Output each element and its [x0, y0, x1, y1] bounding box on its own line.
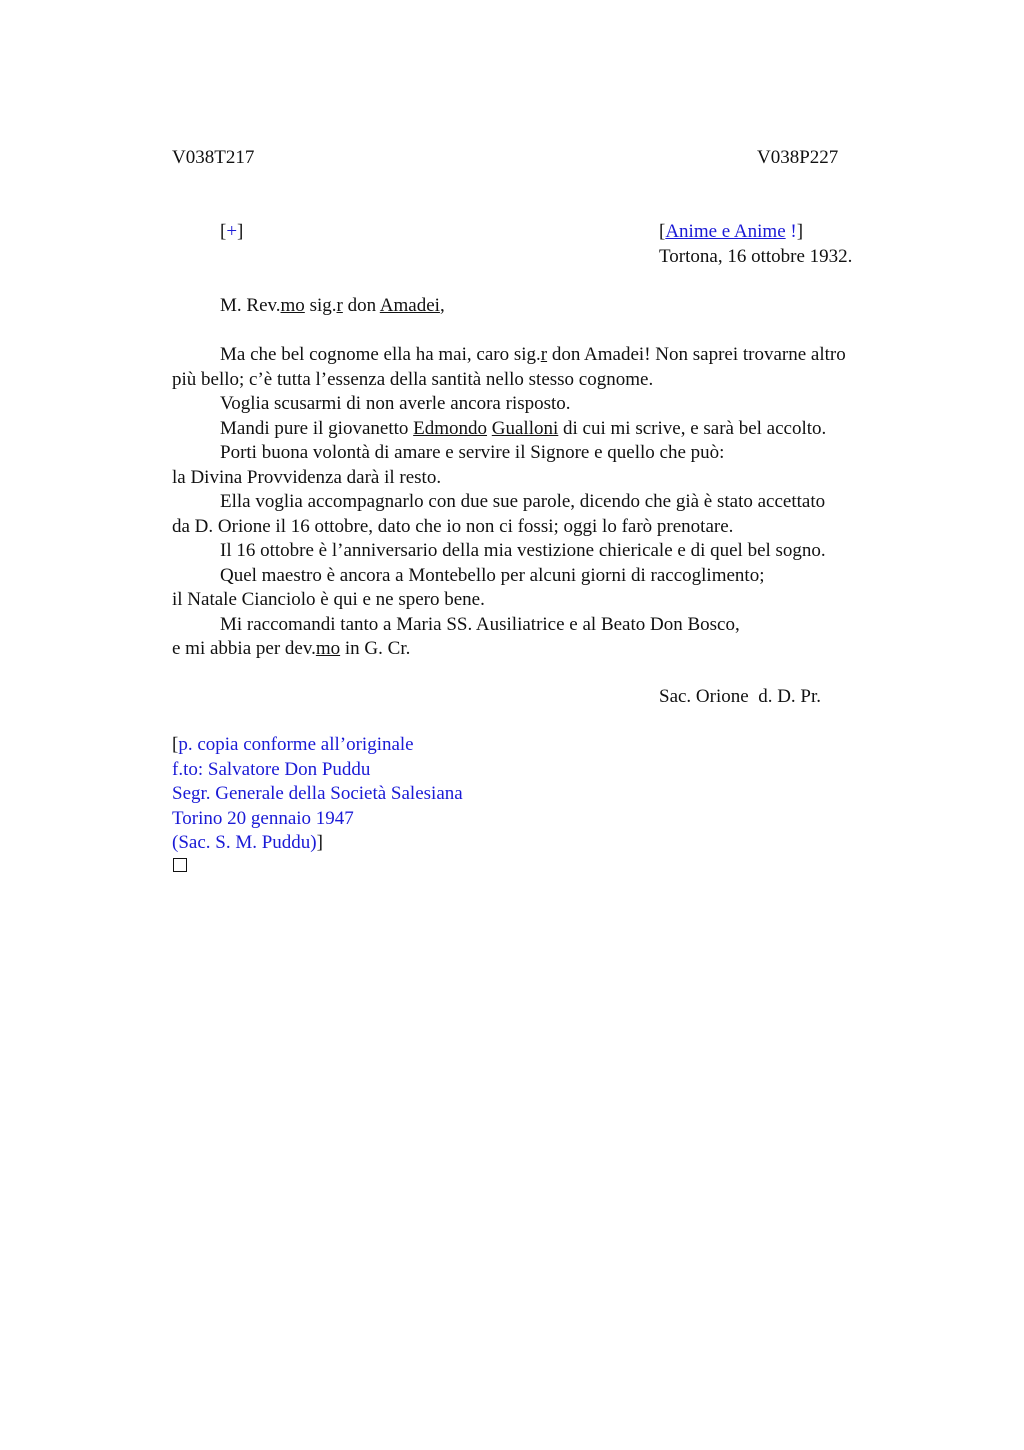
salutation	[220, 294, 445, 318]
text: don Amadei! Non saprei trovarne altro	[547, 344, 846, 365]
superscript-r: r	[336, 295, 343, 316]
body-line: più bello; c’è tutta l’essenza della santità nello stesso cognome.	[172, 368, 654, 390]
text: p. copia conforme all’originale	[178, 734, 414, 755]
text: in G. Cr.	[340, 638, 411, 659]
certification-note	[172, 733, 463, 856]
letter-body	[172, 343, 912, 662]
body-line: Mi raccomandi tanto a Maria SS. Ausiliatrice e al Beato Don Bosco,	[220, 613, 740, 635]
body-line: Quel maestro è ancora a Montebello per alcuni giorni di raccoglimento;	[220, 564, 765, 586]
body-line: Ella voglia accompagnarlo con due sue parole, dicendo che già è stato accettato	[220, 491, 826, 512]
title-link[interactable]: Anime e Anime	[665, 221, 786, 242]
text: e mi abbia per dev.	[172, 638, 316, 659]
cross-mark	[220, 220, 243, 244]
body-line: Porti buona volontà di amare e servire il Signore e quello che può:	[220, 442, 725, 463]
bracket-close: ]	[796, 221, 804, 242]
salutation-sig: sig.	[304, 295, 337, 316]
body-line: la Divina Provvidenza darà il resto.	[172, 466, 442, 488]
cross-icon: +	[226, 221, 238, 242]
document-code-right: V038P227	[757, 147, 839, 168]
person-last-name: Gualloni	[491, 417, 559, 439]
place-date: Tortona, 16 ottobre 1932.	[659, 246, 853, 267]
title-exclamation: !	[790, 221, 797, 242]
person-first-name: Edmondo	[413, 417, 488, 439]
text: (Sac. S. M. Puddu)	[172, 832, 317, 853]
body-line: Voglia scusarmi di non averle ancora risposto.	[220, 393, 571, 414]
document-code-left: V038T217	[172, 147, 255, 168]
checkbox-icon	[173, 858, 187, 872]
signature: Sac. Orione d. D. Pr.	[659, 686, 822, 707]
text: Mandi pure il giovanetto	[220, 417, 414, 439]
note-line	[172, 733, 463, 758]
body-line: Il 16 ottobre è l’anniversario della mia vestizione chiericale e di quel bel sogno.	[220, 540, 826, 561]
superscript-mo: mo	[280, 295, 305, 316]
bracket-open: [	[220, 221, 227, 242]
bracket-open: [	[172, 734, 179, 755]
text: di cui mi scrive, e sarà bel accolto.	[558, 417, 827, 439]
letter-title	[659, 220, 803, 244]
recipient-name: Amadei	[379, 295, 440, 316]
bracket-open: [	[659, 221, 666, 242]
note-line: Segr. Generale della Società Salesiana	[172, 783, 463, 804]
note-line: Torino 20 gennaio 1947	[172, 807, 354, 829]
body-line	[172, 637, 912, 662]
note-line: f.to: Salvatore Don Puddu	[172, 758, 371, 780]
body-line	[172, 343, 912, 368]
bracket-close: ]	[316, 832, 323, 853]
salutation-pre: M. Rev.	[220, 295, 281, 316]
body-line: da D. Orione il 16 ottobre, dato che io non ci fossi; oggi lo farò prenotare.	[172, 515, 734, 537]
note-line	[172, 831, 463, 856]
text: Ma che bel cognome ella ha mai, caro sig.	[220, 344, 541, 365]
superscript-mo: mo	[315, 638, 341, 659]
superscript-r: r	[540, 344, 548, 365]
body-line	[172, 417, 912, 442]
salutation-comma: ,	[439, 295, 445, 316]
salutation-don: don	[342, 295, 380, 316]
bracket-close: ]	[237, 221, 244, 242]
body-line: il Natale Cianciolo è qui e ne spero bene.	[172, 589, 485, 610]
